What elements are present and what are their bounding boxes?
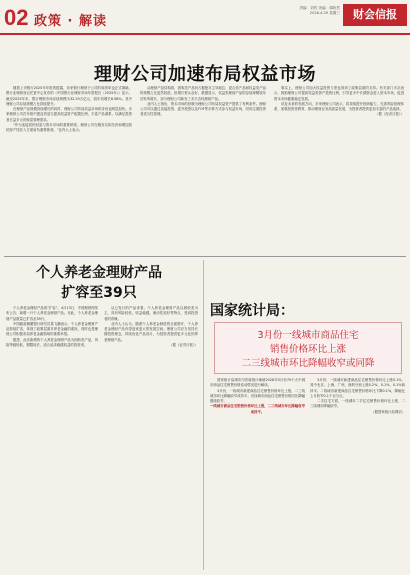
section-title: 政策 · 解读 (34, 14, 107, 29)
article1-column-1 (6, 86, 132, 251)
article2-subtitle: 扩容至39只 (61, 285, 137, 301)
paragraph: 据悉，此次新增的个人养老金理财产品为固收类产品，风险等级较低，期限较长，适合追求稳健收益的投资者。 (6, 337, 98, 348)
paragraph: 二手住宅方面，一线城市二手住宅销售价格环比上涨，二三线城市降幅收窄。 (310, 399, 405, 409)
article1-title: 理财公司加速布局权益市场 (94, 64, 316, 85)
subheading: 一线城市商品住宅销售价格环比上涨，二三线城市环比降幅收窄或持平。 (210, 404, 305, 414)
source-note: （据《经济日报》） (375, 112, 404, 117)
source-note: （据《证券日报》） (169, 343, 198, 348)
paragraph: 从已发行的产品来看，个人养老金理财产品以固收类为主，具有风险较低、收益稳健、流动性较好等特点，受到投资者的青睐。 (104, 306, 198, 321)
headline-line: 销售价格环比上涨 (269, 344, 346, 355)
paragraph: 从理财产品结构看，固收类产品仍占据绝对主导地位，混合类产品和权益类产品的规模占比虽然较低，但增长势头良好。数据显示，权益类理财产品的存续规模较年初有所增长，部分理财公司新发了多只含权理财产品。 (140, 86, 266, 101)
header-rule (0, 33, 410, 35)
paragraph: 事实上，理财公司加大权益投资力度也得到了政策层面的支持。有关部门多次表示，鼓励理财公司提高权益类资产投资比例，引导更多中长期资金进入资本市场，促进资本市场健康稳定发展。 (274, 86, 404, 101)
paragraph: 国家统计局城市司首席统计师就2026年3月份70个大中城市商品住宅销售价格变动情况进行解读。 (210, 378, 305, 388)
article1-column-3 (274, 86, 404, 251)
editor-line: 责编：刘哲 美编：谭欣然 (299, 6, 340, 10)
article1-column-2 (140, 86, 266, 251)
column-divider (203, 260, 204, 570)
newspaper-logo: 财会信报 (343, 4, 407, 26)
article3-headline-box (214, 322, 402, 374)
article3-title: 国家统计局： (210, 303, 294, 319)
article2-title: 个人养老金理财产品 (36, 265, 162, 281)
paragraph: 随着上市银行2025年年报的披露，各家银行理财子公司的成绩单也正式揭晓。银行业理财登记托管中心发布的《中国银行业理财市场年度报告（2025年）》显示，截至2025年末，银行理财市场存续规模为32.29万亿元，较年初增长8.98%。其中理财公司存续规模占比持续提升。 (6, 86, 132, 106)
paragraph: 在理财产品规模持续增长的同时，理财公司布局权益市场的步伐也明显加快。多家理财公司在年报中提及将适当提高权益资产配置比例，丰富产品谱系，以满足投资者日益多元的财富管理需求。 (6, 107, 132, 122)
issue-meta (292, 6, 340, 16)
article3-column-2 (310, 378, 405, 568)
paragraph: 业内人士认为，随着个人养老金制度的全面推开，个人养老金理财产品有望迎来更大的发展空间。理财公司应当坚持长期投资理念，持续优化产品设计，为投资者提供更多元化的养老理财产品。 (104, 321, 198, 342)
paragraph: 业内人士指出，资本市场的回暖为理财公司布局权益资产提供了有利条件。理财公司可以通过直接投资、委外投资以及FOF等多种方式参与权益市场，同时注重投资者适当性管理。 (140, 101, 266, 117)
article3-column-1 (210, 378, 305, 568)
paragraph: 谈及未来的发展方向，多家理财公司表示，将持续提升投研能力，完善风险管理体系，加强投资者教育，推动理财业务高质量发展，为投资者提供更加丰富的产品选择。 (274, 101, 404, 112)
page-number: 02 (4, 5, 29, 30)
paragraph: “作为连接居民财富与资本市场的重要桥梁，理财公司在服务实体经济和增加居民财产性收入方面肩负重要使命。”业内人士表示。 (6, 123, 132, 133)
article2-column-1 (6, 306, 98, 568)
article2-column-2 (104, 306, 198, 568)
headline-line: 3月份一线城市商品住宅 (257, 330, 359, 341)
date-line: 2026.4.29 星期三 (309, 11, 340, 15)
headline-line: 二三线城市环比降幅收窄或同降 (241, 358, 375, 369)
paragraph: 3月份，一线城市新建商品住宅销售价格环比上涨，二三线城市环比降幅收窄或持平。各线城市商品住宅销售价格同比降幅继续收窄。 (210, 388, 305, 404)
source-note: （据国家统计局网站） (371, 409, 405, 414)
page-header (0, 0, 410, 42)
paragraph: 个人养老金理财产品再“扩容”。4月13日，中国理财网发布公告，新增一只个人养老金理财产品。至此，个人养老金理财产品数量已扩容至39只。 (6, 306, 98, 321)
divider (4, 256, 406, 257)
paragraph: 中国邮政储蓄银行研究员娄飞鹏表示，个人养老金理财产品持续扩容，体现了政策层面对养老金融的重视，同时也是理财公司积极布局养老金融领域的重要举措。 (6, 321, 98, 337)
paragraph: 3月份，一线城市新建商品住宅销售价格环比上涨0.1%，其中北京、上海、广州、深圳分别上涨0.2%、0.1%、0.1%和持平。二线城市新建商品住宅销售价格环比下降0.1%，降幅比上月收窄0.1个百分点。 (310, 378, 405, 398)
